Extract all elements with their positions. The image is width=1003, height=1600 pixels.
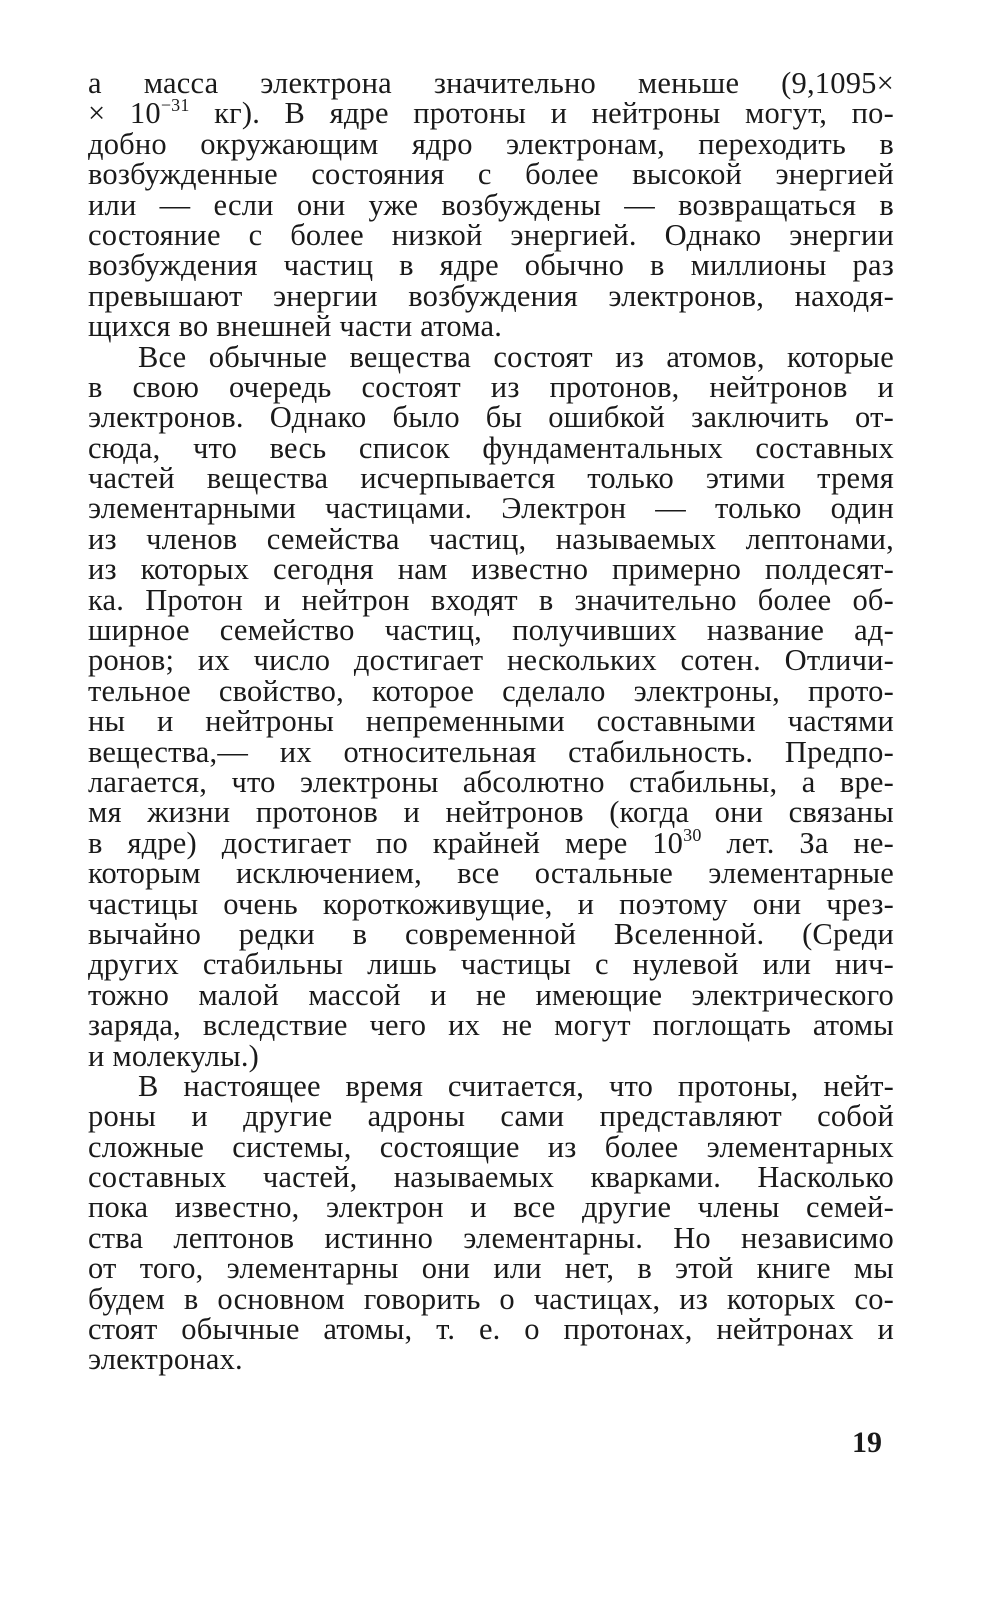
text-line: будем в основном говорить о частицах, из которых со- [88,1281,894,1316]
text-line: возбуждения частиц в ядре обычно в миллионы раз [88,248,894,283]
text-line: составных частей, называемых кварками. Насколько [88,1160,894,1195]
text-line: или — если они уже возбуждены — возвращаться в [88,187,894,222]
text-line: электронах. [88,1342,243,1377]
text-line: ны и нейтроны непременными составными частями [88,704,894,739]
exponent: 30 [683,824,702,845]
text-line: сложные системы, состоящие из более элементарных [88,1129,894,1164]
text-line: элементарными частицами. Электрон — только один [88,491,894,526]
text-line: тожно малой массой и не имеющие электрического [88,977,894,1012]
text-line: вычайно редки в современной Вселенной. (Среди [88,916,894,951]
text-line: состояние с более низкой энергией. Однако энергии [88,217,894,252]
text-line: ства лептонов истинно элементарны. Но независимо [88,1220,894,1255]
text-fragment: кг). В ядре протоны и нейтроны могут, по- [189,96,894,131]
text-line: которым исключением, все остальные элементарные [88,856,894,891]
text-line: роны и другие адроны сами представляют собой [88,1099,894,1134]
text-line: в свою очередь состоят из протонов, нейтронов и [88,369,894,404]
text-line: тельное свойство, которое сделало электроны, прото- [88,673,894,708]
text-line: возбужденные состояния с более высокой энергией [88,157,894,192]
text-line: частицы очень короткоживущие, и поэтому они чрез- [88,886,894,921]
text-line: а масса электрона значительно меньше (9,1095× [88,66,894,100]
exponent: −31 [160,95,190,116]
text-line: ронов; их число достигает нескольких сотен. Отличи- [88,643,894,678]
text-line: электронов. Однако было бы ошибкой заключить от- [88,400,894,435]
paragraph-2 [88,339,895,1073]
page-body [88,68,894,1375]
text-line: Все обычные вещества состоят из атомов, которые [138,339,894,374]
text-line: ка. Протон и нейтрон входят в значительно более об- [88,582,894,617]
text-line: заряда, вследствие чего их не могут поглощать атомы [88,1008,894,1043]
text-fragment: × 10 [88,96,161,131]
text-line: щихся во внешней части атома. [88,309,503,344]
text-line: и молекулы.) [88,1038,260,1073]
text-fragment: лет. За не- [701,825,895,860]
text-line: превышают энергии возбуждения электронов, находя- [88,278,894,313]
text-line: ширное семейство частиц, получивших название ад- [88,613,894,648]
text-line: лагается, что электроны абсолютно стабильны, а вре- [88,764,894,799]
text-line: добно окружающим ядро электронам, переходить в [88,126,894,161]
text-line: частей вещества исчерпывается только этими тремя [88,461,894,496]
page-number: 19 [852,1426,882,1459]
text-line: мя жизни протонов и нейтронов (когда они связаны [88,795,894,830]
text-line [88,95,894,131]
text-line: от того, элементарны они или нет, в этой книге мы [88,1251,894,1286]
paragraph-3 [88,1068,894,1377]
text-line: из которых сегодня нам известно примерно полдесят- [88,552,894,587]
text-line: вещества,— их относительная стабильность. Предпо- [88,734,894,769]
text-fragment: в ядре) достигает по крайней мере 10 [88,825,684,860]
text-line: из членов семейства частиц, называемых лептонами, [88,521,894,556]
text-line: других стабильны лишь частицы с нулевой или нич- [88,947,894,982]
paragraph-1 [88,68,894,342]
text-line [88,824,895,860]
text-line: сюда, что весь список фундаментальных составных [88,430,894,465]
text-line: стоят обычные атомы, т. е. о протонах, нейтронах и [88,1312,894,1347]
text-line: пока известно, электрон и все другие члены семей- [88,1190,894,1225]
text-line: В настоящее время считается, что протоны, нейт- [138,1068,894,1103]
